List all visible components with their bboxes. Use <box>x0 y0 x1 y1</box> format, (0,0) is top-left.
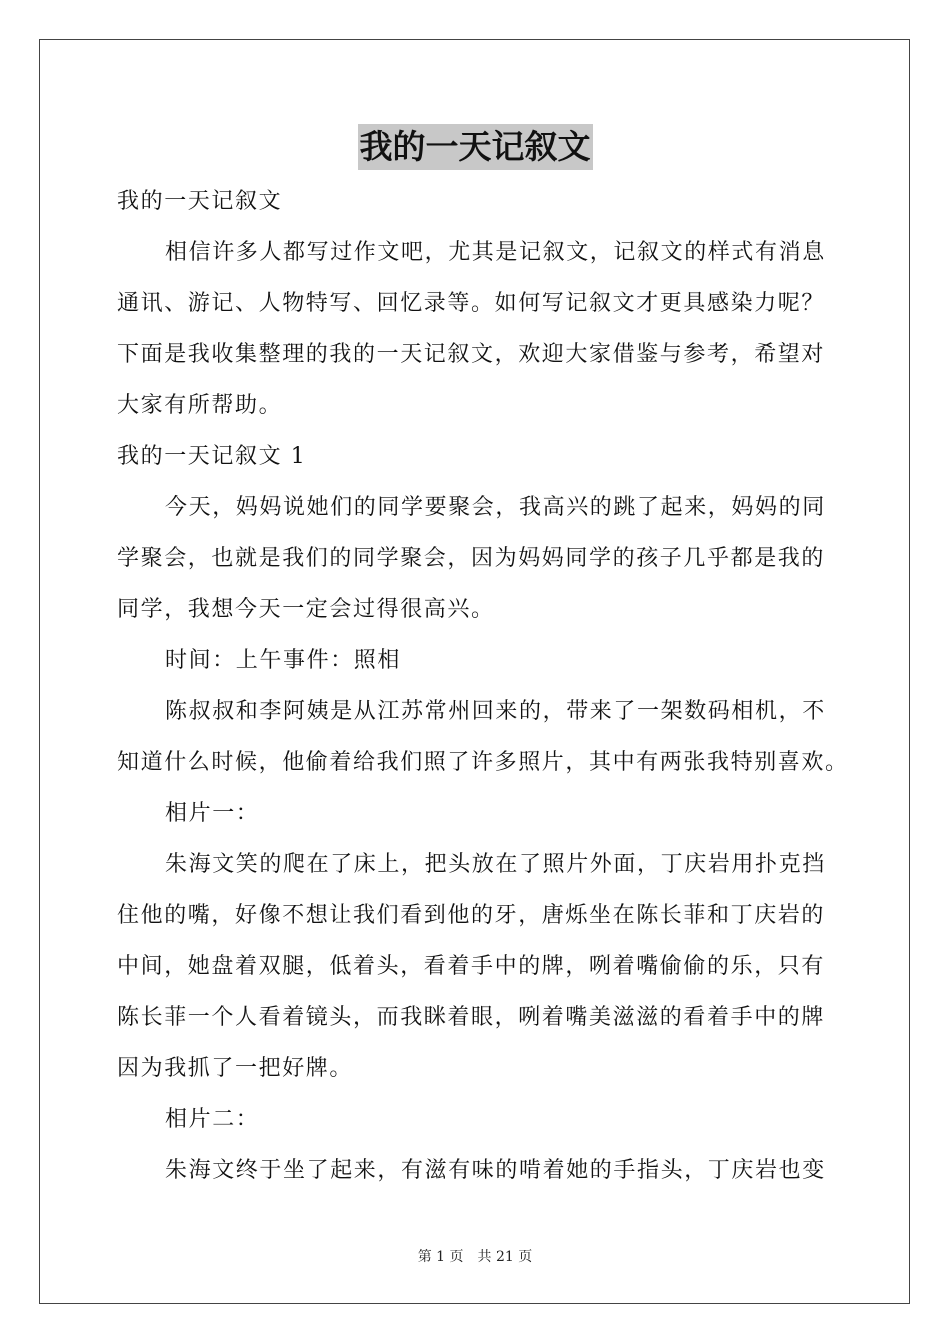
document-title-text: 我的一天记叙文 <box>358 124 593 170</box>
total-pages: 共 21 页 <box>477 1249 533 1265</box>
document-title <box>0 124 950 170</box>
page-footer <box>0 1247 950 1267</box>
text-line: 朱海文笑的爬在了床上，把头放在了照片外面，丁庆岩用扑克挡 <box>165 852 826 877</box>
document-body <box>117 176 849 1196</box>
text-line: 朱海文终于坐了起来，有滋有味的啃着她的手指头，丁庆岩也变 <box>165 1158 826 1183</box>
text-line: 大家有所帮助。 <box>117 393 283 418</box>
text-line: 下面是我收集整理的我的一天记叙文，欢迎大家借鉴与参考，希望对 <box>117 342 826 367</box>
text-line: 同学，我想今天一定会过得很高兴。 <box>117 597 495 622</box>
text-line: 相片二： <box>165 1107 260 1132</box>
text-line: 我的一天记叙文 <box>117 189 283 214</box>
text-line: 中间，她盘着双腿，低着头，看着手中的牌，咧着嘴偷偷的乐，只有 <box>117 954 826 979</box>
text-line: 我的一天记叙文 1 <box>117 444 307 469</box>
text-line: 陈叔叔和李阿姨是从江苏常州回来的，带来了一架数码相机，不 <box>165 699 826 724</box>
text-line: 住他的嘴，好像不想让我们看到他的牙，唐烁坐在陈长菲和丁庆岩的 <box>117 903 826 928</box>
text-line: 因为我抓了一把好牌。 <box>117 1056 354 1081</box>
text-line: 学聚会，也就是我们的同学聚会，因为妈妈同学的孩子几乎都是我的 <box>117 546 826 571</box>
page-number: 第 1 页 <box>417 1249 464 1265</box>
text-line: 今天，妈妈说她们的同学要聚会，我高兴的跳了起来，妈妈的同 <box>165 495 826 520</box>
text-line: 相信许多人都写过作文吧，尤其是记叙文，记叙文的样式有消息 <box>165 240 826 265</box>
text-line: 陈长菲一个人看着镜头，而我眯着眼，咧着嘴美滋滋的看着手中的牌 <box>117 1005 826 1030</box>
text-line: 知道什么时候，他偷着给我们照了许多照片，其中有两张我特别喜欢。 <box>117 750 849 775</box>
text-line: 时间：上午事件：照相 <box>165 648 402 673</box>
text-line: 通讯、游记、人物特写、回忆录等。如何写记叙文才更具感染力呢？ <box>117 291 826 316</box>
text-line: 相片一： <box>165 801 260 826</box>
